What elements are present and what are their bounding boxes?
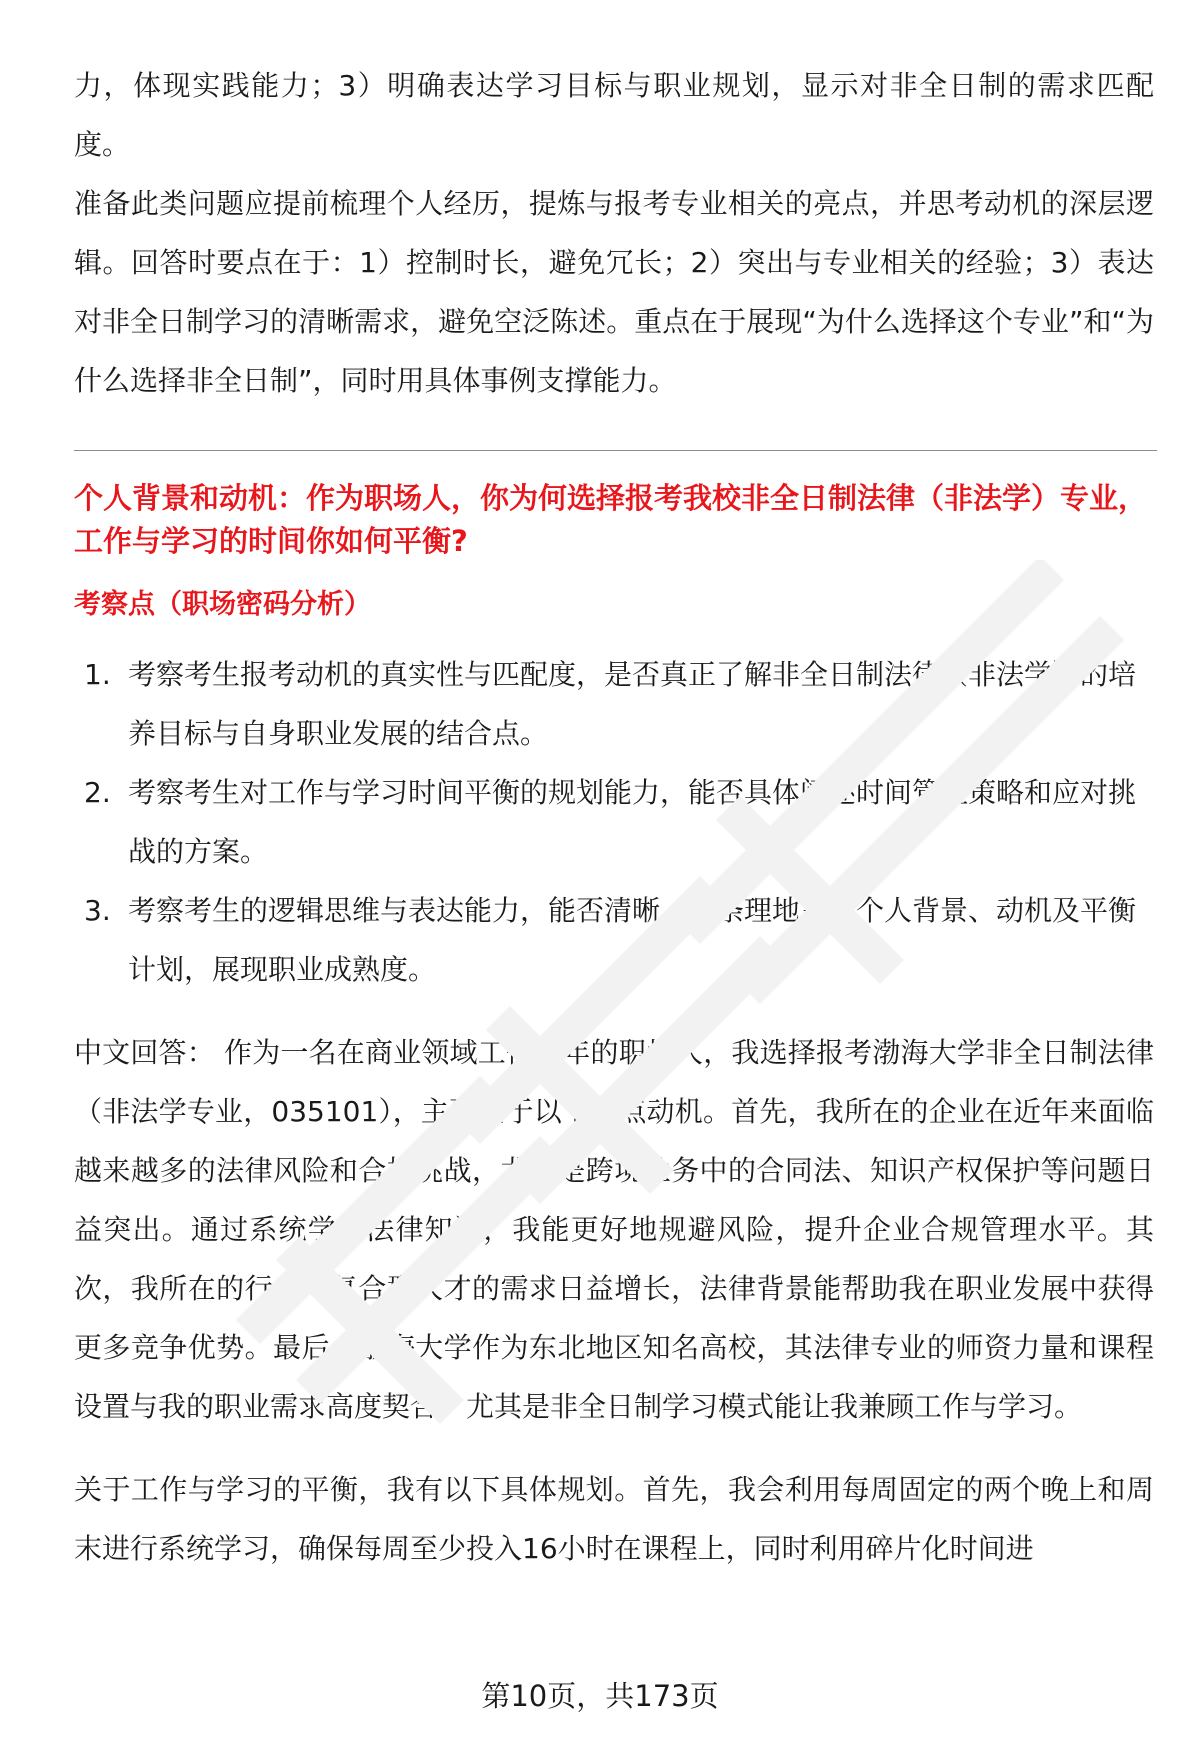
list-item	[74, 645, 1154, 763]
answer-paragraph-2: 关于工作与学习的平衡，我有以下具体规划。首先，我会利用每周固定的两个晚上和周末进行系统学习，确保每周至少投入16小时在课程上，同时利用碎片化时间进	[74, 1473, 1154, 1565]
question-title: 个人背景和动机：作为职场人，你为何选择报考我校非全日制法律（非法学）专业，工作与学习的时间你如何平衡?	[74, 481, 1148, 558]
intro-paragraph-1: 力，体现实践能力；3）明确表达学习目标与职业规划，显示对非全日制的需求匹配度。	[74, 69, 1154, 161]
list-item	[74, 881, 1154, 999]
list-item-number: 1.	[84, 658, 111, 691]
answer-paragraph-1: 中文回答： 作为一名在商业领域工作多年的职场人，我选择报考渤海大学非全日制法律（非法学专业，035101），主要基于以下三点动机。首先，我所在的企业在近年来面临越来越多的法律风险和合规挑战，尤其是跨境业务中的合同法、知识产权保护等问题日益突出。通过系统学习法律知识，我能更好地规避风险，提升企业合规管理水平。其次，我所在的行业对复合型人才的需求日益增长，法律背景能帮助我在职业发展中获得更多竞争优势。最后，渤海大学作为东北地区知名高校，其法律专业的师资力量和课程设置与我的职业需求高度契合，尤其是非全日制学习模式能让我兼顾工作与学习。	[74, 1036, 1154, 1423]
list-item	[74, 763, 1154, 881]
assessment-points-list	[74, 645, 1154, 999]
list-item-text: 考察考生对工作与学习时间平衡的规划能力，能否具体阐述时间管理策略和应对挑战的方案。	[128, 776, 1137, 868]
section-heading: 考察点（职场密码分析）	[74, 589, 371, 620]
list-item-text: 考察考生的逻辑思维与表达能力，能否清晰、有条理地呈现个人背景、动机及平衡计划，展现职业成熟度。	[128, 894, 1137, 986]
list-item-number: 2.	[84, 776, 111, 809]
list-item-number: 3.	[84, 894, 111, 927]
intro-paragraph-2: 准备此类问题应提前梳理个人经历，提炼与报考专业相关的亮点，并思考动机的深层逻辑。回答时要点在于：1）控制时长，避免冗长；2）突出与专业相关的经验；3）表达对非全日制学习的清晰需求，避免空泛陈述。重点在于展现“为什么选择这个专业”和“为什么选择非全日制”，同时用具体事例支撑能力。	[74, 187, 1154, 397]
section-divider	[74, 450, 1157, 451]
document-page	[74, 56, 1154, 1578]
list-item-text: 考察考生报考动机的真实性与匹配度，是否真正了解非全日制法律（非法学）的培养目标与自身职业发展的结合点。	[128, 658, 1137, 750]
page-footer: 第10页，共173页	[481, 1679, 719, 1713]
